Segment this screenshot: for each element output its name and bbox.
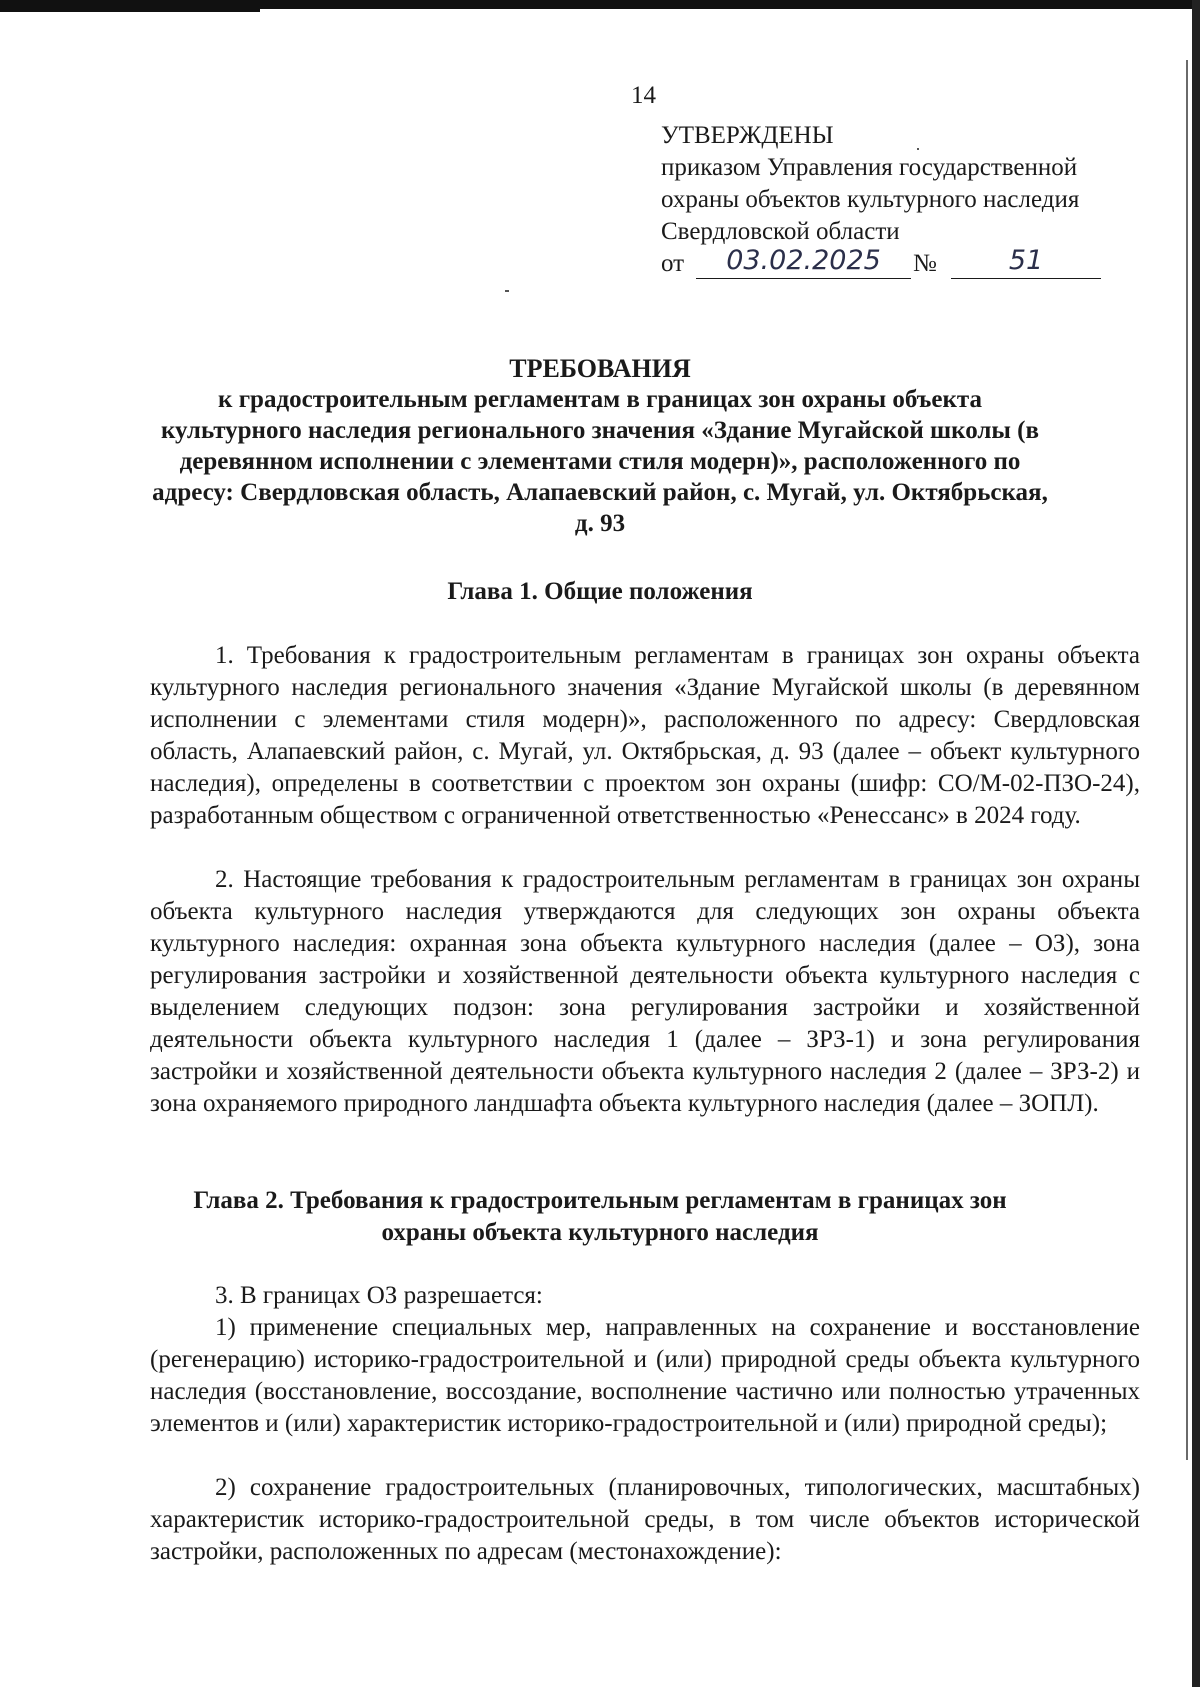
paragraph-2: 2. Настоящие требования к градостроительным регламентам в границах зон охраны объекта культурного наследия утверждаются для следующих зон охраны объекта культурного наследия: охранная зона объекта культурного наследия (далее – ОЗ), зона регулирования застройки и хозяйственной деятельности объекта культурного наследия с выделением следующих подзон: зона регулирования застройки и хозяйственной деятельности объекта культурного наследия 1 (далее – ЗРЗ-1) и зона регулирования застройки и хозяйственной деятельности объекта культурного наследия 2 (далее – ЗРЗ-2) и зона охраняемого природного ландшафта объекта культурного наследия (далее – ЗОПЛ).	[150, 866, 1140, 1117]
paragraph-3-item-1: 1) применение специальных мер, направленных на сохранение и восстановление (регенерацию) историко-градостроительной и (или) природной среды объекта культурного наследия (восстановление, воссоздание, восполнение частично или полностью утраченных элементов и (или) характеристик историко-градостроительной и (или) природной среды);	[150, 1314, 1140, 1437]
approval-line-2: охраны объектов культурного наследия	[661, 186, 1080, 213]
chapter-2-heading: Глава 2. Требования к градостроительным регламентам в границах зон охраны объекта культурного наследия	[193, 1187, 1007, 1246]
scan-edge-top-notch	[0, 9, 260, 12]
chapter-1-heading: Глава 1. Общие положения	[447, 578, 753, 605]
paragraph-3-item-2: 2) сохранение градостроительных (планировочных, типологических, масштабных) характеристик историко-градостроительной среды, в том числе объектов исторической застройки, расположенных по адресам (местонахождение):	[150, 1474, 1140, 1565]
scan-speck	[917, 148, 919, 150]
title-subtitle: к градостроительным регламентам в границах зон охраны объекта культурного наследия регионального значения «Здание Мугайской школы (в деревянном исполнении с элементами стиля модерн)», расположенного по адресу: Свердловская область, Алапаевский район, с. Мугай, ул. Октябрьская, д. 93	[152, 386, 1048, 537]
page-number: 14	[631, 82, 656, 109]
number-label: №	[913, 250, 937, 277]
title-main: ТРЕБОВАНИЯ	[509, 354, 691, 383]
scan-edge-right-shadow	[1186, 60, 1188, 1460]
paragraph-3: 3. В границах ОЗ разрешается:	[215, 1282, 543, 1309]
scan-speck	[505, 290, 509, 292]
scan-edge-right	[1192, 0, 1200, 1687]
approval-line-3: Свердловской области	[661, 218, 900, 245]
paragraph-1: 1. Требования к градостроительным регламентам в границах зон охраны объекта культурного наследия регионального значения «Здание Мугайской школы (в деревянном исполнении с элементами стиля модерн)», расположенного по адресу: Свердловская область, Алапаевский район, с. Мугай, ул. Октябрьская, д. 93 (далее – объект культурного наследия), определены в соответствии с проектом зон охраны (шифр: СО/М-02-ПЗО-24), разработанным обществом с ограниченной ответственностью «Ренессанс» в 2024 году.	[150, 642, 1140, 829]
handwritten-date: 03.02.2025	[696, 248, 911, 279]
date-prefix: от	[661, 250, 685, 277]
document-title	[150, 353, 1050, 539]
approval-block	[661, 120, 1181, 282]
approval-line-1: приказом Управления государственной	[661, 154, 1078, 181]
handwritten-order-number: 51	[951, 248, 1101, 279]
order-date-number-line	[661, 245, 1181, 282]
scan-edge-top	[0, 0, 1200, 9]
approval-heading: УТВЕРЖДЕНЫ	[661, 122, 834, 149]
